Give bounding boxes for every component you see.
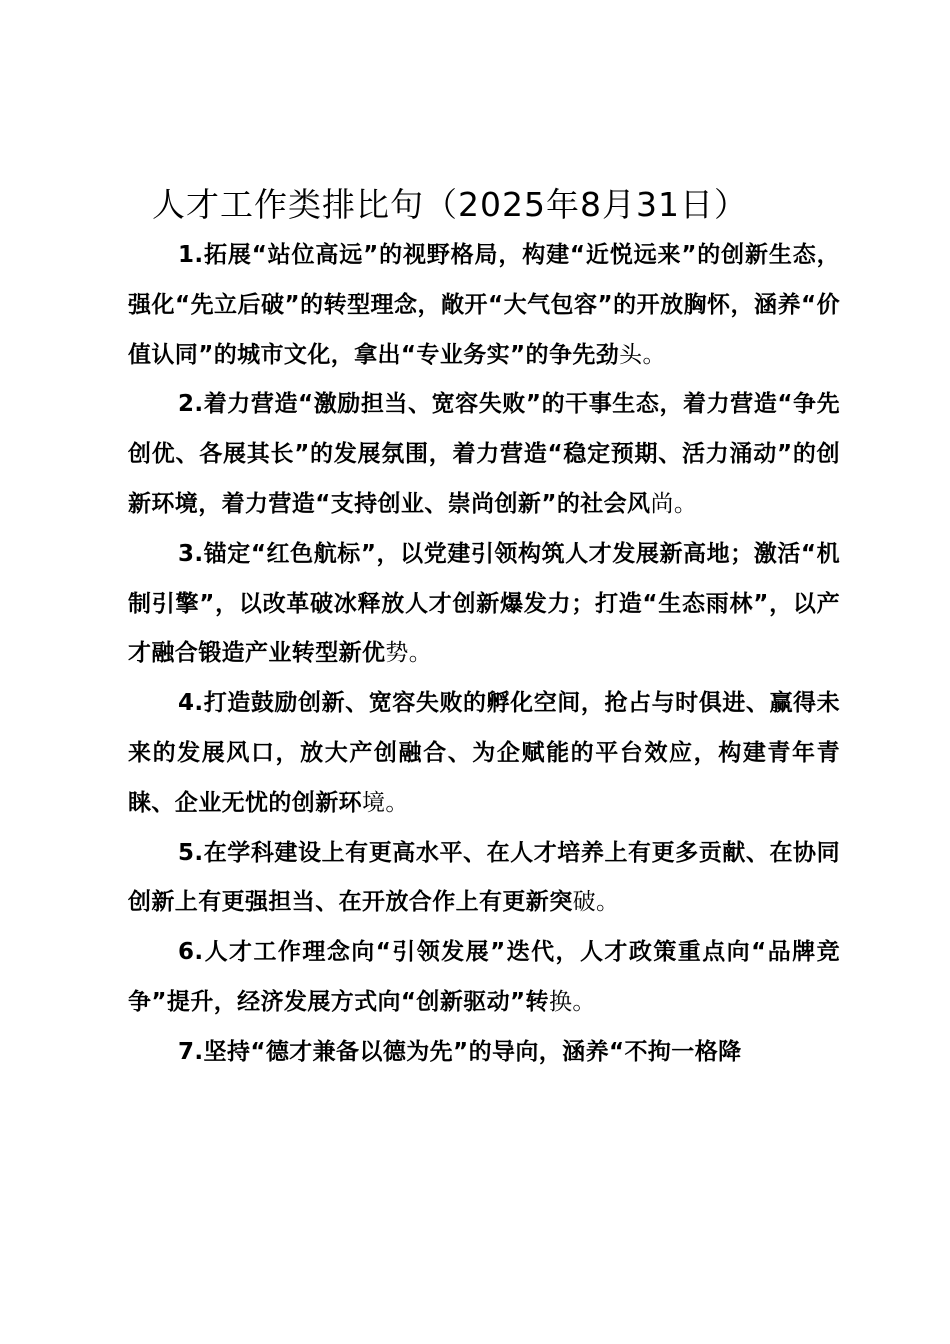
paragraph-1-tail: 头。 — [619, 341, 666, 368]
paragraph-2 — [128, 380, 840, 529]
paragraph-2-text: 2.着力营造“激励担当、宽容失败”的干事生态，着力营造“争先创优、各展其长”的发展氛围，着力营造“稳定预期、活力涌动”的创新环境，着力营造“支持创业、崇尚创新”的社会风 — [128, 391, 840, 517]
paragraph-4-tail: 境。 — [362, 789, 409, 816]
paragraph-7-text: 7.坚持“德才兼备以德为先”的导向，涵养“不拘一格降 — [178, 1038, 742, 1065]
paragraph-3-text: 3.锚定“红色航标”，以党建引领构筑人才发展新高地；激活“机制引擎”，以改革破冰释放人才创新爆发力；打造“生态雨林”，以产才融合锻造产业转型新优 — [128, 540, 840, 667]
paragraph-5-tail: 破。 — [572, 889, 620, 916]
paragraph-4-text: 4.打造鼓励创新、宽容失败的孵化空间，抢占与时俱进、赢得未来的发展风口，放大产创融合、为企赋能的平台效应，构建青年青睐、企业无忧的创新环 — [128, 690, 840, 816]
paragraph-3-tail: 势。 — [385, 640, 433, 667]
paragraph-1-text: 1.拓展“站位高远”的视野格局，构建“近悦远来”的创新生态，强化“先立后破”的转型理念，敞开“大气包容”的开放胸怀，涵养“价值认同”的城市文化，拿出“专业务实”的争先劲 — [128, 242, 840, 368]
paragraph-1 — [128, 231, 840, 380]
document-body — [128, 231, 840, 1078]
paragraph-5 — [128, 829, 840, 929]
document-title: 人才工作类排比句（2025年8月31日） — [152, 185, 748, 224]
paragraph-5-text: 5.在学科建设上有更高水平、在人才培养上有更多贡献、在协同创新上有更强担当、在开放合作上有更新突 — [128, 839, 840, 916]
paragraph-7 — [128, 1028, 840, 1078]
paragraph-4 — [128, 679, 840, 828]
paragraph-6-text: 6.人才工作理念向“引领发展”迭代，人才政策重点向“品牌竞争”提升，经济发展方式向“创新驱动”转 — [128, 939, 840, 1015]
paragraph-2-tail: 尚。 — [650, 490, 698, 517]
paragraph-3 — [128, 530, 840, 679]
paragraph-6 — [128, 928, 840, 1028]
paragraph-6-tail: 换。 — [548, 988, 596, 1015]
